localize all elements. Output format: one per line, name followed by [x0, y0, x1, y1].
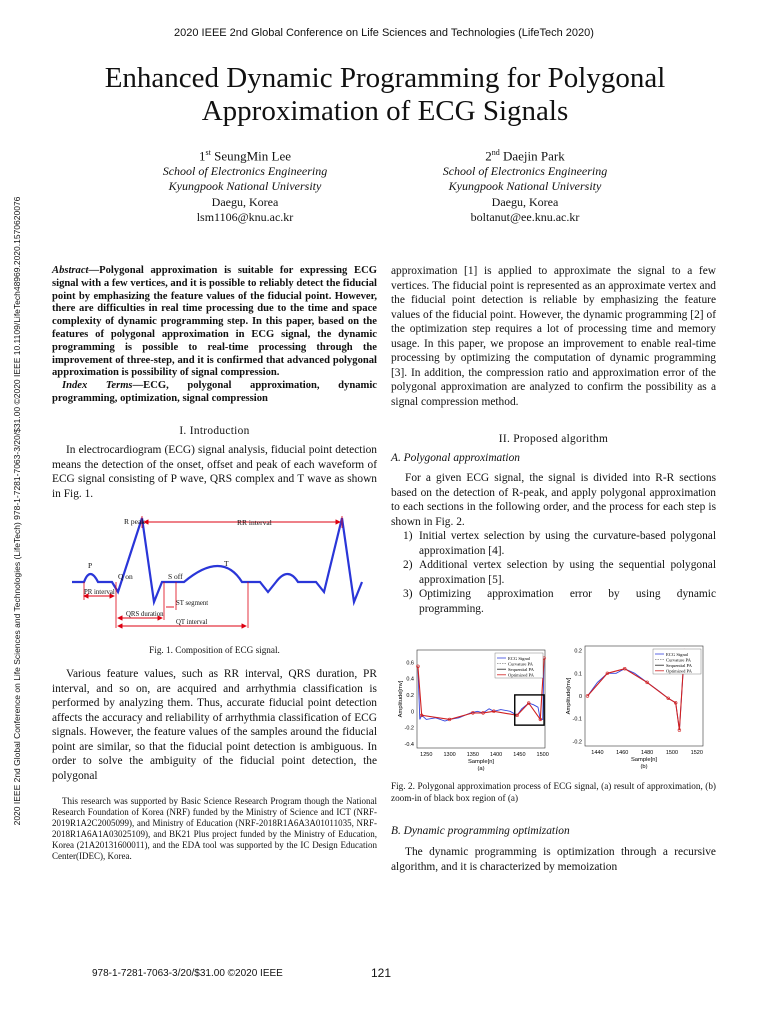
right-p2-text: For a given ECG signal, the signal is divided into R-R sections based on the detection of R-peak, and apply polygonal approximation to each sections in the following order, and the process for each step is shown in Fig. 2. [391, 472, 716, 528]
author-2-dept: School of Electronics Engineering [442, 163, 608, 178]
plot-a-xtick-label: 1500 [536, 752, 549, 758]
side-margin-text-content: 2020 IEEE 2nd Global Conference on Life Sciences and Technologies (LifeTech) 978-1-7281-7063-3/20/$31.00 ©2020 IEEE 10.1109/LifeTech48969.2020.1570620076 [12, 196, 22, 826]
index-terms-label: Index Terms [62, 380, 133, 392]
qrs-label: QRS duration [126, 611, 164, 618]
step-1-number: 1) [403, 530, 413, 542]
plot-a-xtick-label: 1300 [443, 752, 456, 758]
plot-a-sublabel: (a) [477, 766, 485, 772]
plot-b-ytick-label: 0.2 [574, 648, 582, 655]
rr-label: RR interval [237, 518, 272, 527]
author-2-ordinal: 2 [485, 148, 492, 164]
subsection-a-heading: A. Polygonal approximation [391, 452, 520, 464]
section-2-heading: II. Proposed algorithm [498, 433, 609, 445]
plot-a-ytick-label: 0.2 [406, 692, 414, 699]
abstract [52, 265, 377, 406]
plot-a-legend-label: Sequential PA [508, 667, 534, 672]
intro-paragraph-2 [52, 667, 377, 783]
page-number: 121 [371, 966, 392, 980]
pr-label: PR interval [84, 589, 115, 596]
author-1-dept: School of Electronics Engineering [162, 163, 328, 178]
plot-b-legend-label: Optimized PA [666, 668, 692, 674]
plot-a-ytick-label: -0.2 [404, 725, 414, 732]
soff-label: S off [168, 572, 183, 581]
qt-label: QT interval [176, 619, 208, 626]
conference-header: 2020 IEEE 2nd Global Conference on Life Sciences and Technologies (LifeTech 2020) [174, 27, 594, 39]
plot-b-legend-label: ECG Signal [666, 651, 689, 657]
t-label: T [224, 559, 229, 568]
right-paragraph-2 [391, 471, 716, 616]
step-item [391, 587, 716, 616]
section-1-heading: I. Introduction [179, 425, 250, 437]
plot-a-legend-label: Curvature PA [508, 661, 533, 667]
plot-a-legend-label: ECG Signal [508, 655, 531, 661]
plot-a-xtick-label: 1400 [490, 752, 503, 758]
plot-b-legend-label: Curvature PA [666, 657, 691, 663]
intro-p2-text: Various feature values, such as RR interval, QRS duration, PR interval, and so on, are acquired and arrhythmia classification is performed by analyzing them. Thus, accurate fiducial point detection affects the accuracy and reliability of arrhythmia classification of ECG signals. However, the feature values of the samples around the fiducial point are similar, so that the fiducial point detection is ambiguous. In order to solve the ambiguity of the fiducial point detection, the polygonal [52, 668, 377, 782]
plot-a-xlabel: Sample[n] [467, 759, 495, 765]
plot-b-legend-label: Sequential PA [666, 663, 692, 668]
author-1-ordinal-sup: st [205, 148, 211, 157]
plot-a-xtick-label: 1450 [513, 752, 526, 758]
figure-1-caption: Fig. 1. Composition of ECG signal. [149, 645, 280, 655]
steps-list [391, 529, 716, 616]
rpeak-label: R peak [124, 517, 146, 526]
abstract-label: Abstract [52, 265, 89, 276]
plot-b-ytick-label: -0.1 [572, 716, 582, 723]
figure-2-caption: Fig. 2. Polygonal approximation process of ECG signal, (a) result of approximation, (b) zoom-in of black box region of (a) [391, 781, 716, 803]
step-item [391, 558, 716, 587]
title-line-1: Enhanced Dynamic Programming for Polygonal [104, 62, 666, 94]
plot-b-xtick-label: 1500 [665, 750, 679, 756]
abstract-text: —Polygonal approximation is suitable for expressing ECG signal with a few vertices, and it is possible to reliably detect the fiducial point by emphasizing the feature values of the fiducial point. However, there are difficulties in real time processing due to the time and space complexity of dynamic programming step. In this paper, based on the features of polygonal approximation in ECG signal, the dynamic programming is possible to real-time processing through the improvement of three-step, and it is confirmed that advanced polygonal approximation is possibility of signal compression. [52, 265, 377, 379]
author-2 [385, 145, 665, 226]
plot-b-ytick-label: 0.1 [574, 671, 582, 678]
plot-b-xtick-label: 1480 [640, 750, 654, 756]
plot-a-ytick-label: 0.4 [406, 676, 414, 683]
intro-paragraph-1 [52, 443, 377, 501]
st-label: ST segment [176, 600, 209, 607]
plot-b-ytick-label: 0 [578, 694, 582, 700]
plot-a-xtick-label: 1250 [420, 752, 433, 758]
author-1-name-line [105, 145, 385, 164]
step-3-number: 3) [403, 588, 413, 600]
author-2-univ: Kyungpook National University [448, 179, 602, 194]
plot-b-xlabel: Sample[n] [630, 757, 658, 763]
plot-a-ytick-label: 0.6 [406, 660, 414, 667]
intro-p1-text: In electrocardiogram (ECG) signal analysis, fiducial point detection means the detection of the onset, offset and peak of each waveform of ECG signal consisting of P wave, QRS complex and T wave as shown in Fig. 1. [52, 444, 377, 500]
plot-b-xtick-label: 1440 [591, 750, 604, 756]
step-2-text: Additional vertex selection by using the sequential polygonal approximation [5]. [419, 559, 716, 586]
author-1-univ: Kyungpook National University [168, 179, 322, 194]
author-1-name: SeungMin Lee [214, 148, 291, 164]
plot-a-ytick-label: 0 [410, 709, 414, 716]
footnote-text: This research was supported by Basic Science Research Program though the National Research Foundation of Korea (NRF) funded by the Ministry of Science and ICT (NRF-2019R1A2C2005099), and Ministry of Education (NRF-2018R1A6A3A01011035, NRF-2018R1A6A1A03025109), and BK21 Plus project funded by the Ministry of Education, Korea (21A20131600011), and the EDA tool was supported by the IC Design Education Center(IDEC), Korea. [52, 796, 377, 861]
index-terms-text: —ECG, polygonal approximation, dynamic programming, optimization, signal compression [52, 380, 377, 404]
step-2-number: 2) [403, 559, 413, 571]
ecg-waveform [72, 518, 362, 602]
right-paragraph-3 [391, 845, 716, 874]
figure-1 [62, 510, 372, 635]
plot-b-xtick-label: 1460 [616, 750, 629, 756]
plot-a-legend-label: Optimized PA [508, 672, 534, 678]
author-1 [105, 145, 385, 226]
plot-b-sublabel: (b) [640, 764, 648, 770]
subsection-b-heading: B. Dynamic programming optimization [391, 825, 570, 837]
step-3-text: Optimizing approximation error by using dynamic programming. [419, 588, 716, 615]
author-2-email[interactable]: boltanut@ee.knu.ac.kr [470, 210, 580, 225]
footnote [52, 796, 377, 862]
author-1-ordinal: 1 [199, 148, 206, 164]
right-paragraph-1: approximation [1] is applied to approximate the signal to a few vertices. The fiducial point is represented as an approximate vertex and the fiducial point detection is reliable by emphasizing the feature values of the fiducial point. However, the dynamic programming [2] of the optimization step requires a lot of processing time and memory usage. In this paper, we propose an improvement to enable real-time processing by optimizing the computation of dynamic programming [3]. In addition, the compression ratio and approximation error of the polygonal approximation are analyzed to confirm the possibility as a signal compression method. [391, 265, 716, 408]
polygonal-approximation-plots [395, 640, 715, 775]
side-margin-text [6, 181, 28, 841]
footer-copyright: 978-1-7281-7063-3/20/$31.00 ©2020 IEEE [92, 968, 283, 979]
plot-b-ytick-label: -0.2 [572, 739, 582, 746]
plot-b-ylabel: Amplitude[mv] [566, 677, 572, 715]
right-p3-text: The dynamic programming is optimization through a recursive algorithm, and it is characterized by memoization [391, 846, 716, 873]
ecg-composition-diagram [62, 510, 372, 635]
author-2-city: Daegu, Korea [491, 194, 559, 209]
author-1-email[interactable]: lsm1106@knu.ac.kr [196, 210, 294, 225]
plot-a-ylabel: Amplitude[mv] [398, 680, 404, 718]
title-line-2: Approximation of ECG Signals [201, 95, 569, 127]
figure-2 [395, 640, 715, 775]
step-1-text: Initial vertex selection by using the curvature-based polygonal approximation [4]. [419, 530, 716, 557]
author-2-name: Daejin Park [503, 148, 565, 164]
p-label: P [88, 561, 93, 570]
plot-a-ytick-label: -0.4 [404, 741, 414, 748]
step-item [391, 529, 716, 558]
plot-b-xtick-label: 1520 [690, 750, 703, 756]
plot-a-xtick-label: 1350 [466, 752, 479, 758]
author-1-city: Daegu, Korea [211, 194, 279, 209]
author-2-ordinal-sup: nd [491, 148, 500, 157]
paper-title [40, 62, 730, 128]
author-2-name-line [385, 145, 665, 164]
qon-label: Q on [118, 572, 133, 581]
